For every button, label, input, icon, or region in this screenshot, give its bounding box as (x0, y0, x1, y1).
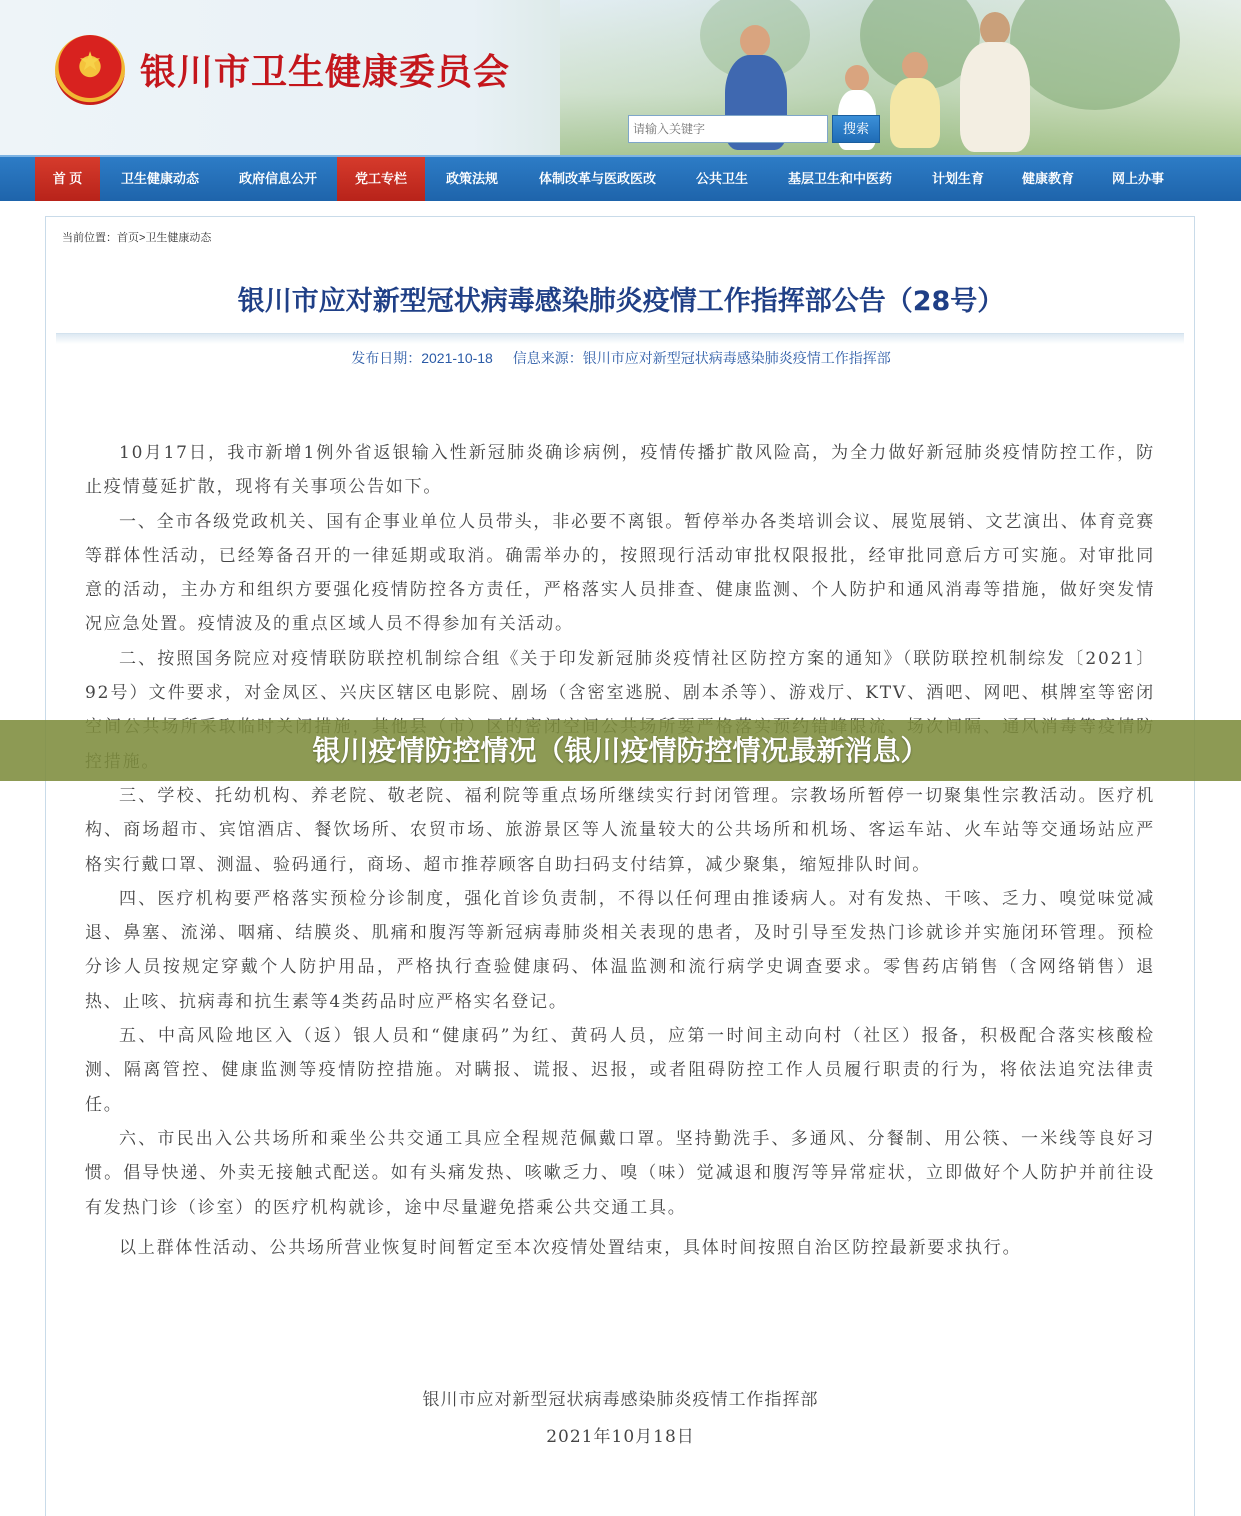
national-emblem-icon: ★ (55, 35, 125, 105)
nav-item-reform[interactable]: 体制改革与医政医改 (538, 171, 656, 186)
banner-figure (902, 52, 928, 80)
nav-item-health-education[interactable]: 健康教育 (1021, 171, 1074, 186)
article-signature: 银川市应对新型冠状病毒感染肺炎疫情工作指挥部 (422, 1390, 819, 1410)
nav-item-gov-info[interactable]: 政府信息公开 (238, 171, 317, 186)
publish-date: 发布日期：2021-10-18 (351, 350, 493, 366)
search-button[interactable]: 搜索 (832, 115, 880, 143)
article-paragraph: 二、按照国务院应对疫情联防联控机制综合组《关于印发新冠肺炎疫情社区防控方案的通知》（联防联控机制综发〔2021〕92号）文件要求，对金凤区、兴庆区辖区电影院、剧场（含密室逃脱、剧本杀等）、游戏厅、KTV、酒吧、网吧、棋牌室等密闭 (85, 648, 1155, 704)
search-input[interactable] (628, 115, 828, 143)
nav-item-policy[interactable]: 政策法规 (445, 171, 498, 186)
caption-text: 银川疫情防控情况（银川疫情防控情况最新消息） (312, 734, 929, 767)
site-title: 银川市卫生健康委员会 (140, 51, 511, 93)
nav-item-primary-care[interactable]: 基层卫生和中医药 (787, 171, 892, 186)
caption-overlay (0, 720, 1241, 781)
nav-item-online-services[interactable]: 网上办事 (1111, 171, 1164, 186)
breadcrumb-prefix: 当前位置： (62, 232, 117, 244)
banner-figure (740, 25, 770, 57)
article-paragraph: 一、全市各级党政机关、国有企事业单位人员带头，非必要不离银。暂停举办各类培训会议、展览展销、文艺演出、体育竞赛等群体性活动，已经筹备召开的一律延期或取消。确需举办的，按照现行活动审批权限报批，经审批同意后方可实施。对审批同意的活动，主办方和组织方要强化疫情防控各方责任，严格落实人员排查、健康监测、个人防护和通风消毒等措施，做好突发情况应急处置。疫情波及的重点区域人员不得参加有关活动。 (85, 511, 1155, 635)
nav-item-home[interactable]: 首 页 (35, 157, 100, 201)
nav-item-family-planning[interactable]: 计划生育 (931, 171, 984, 186)
article-body (85, 436, 1155, 1265)
info-source: 信息来源：银川市应对新型冠状病毒感染肺炎疫情工作指挥部 (512, 350, 891, 366)
article-paragraph: 四、医疗机构要严格落实预检分诊制度，强化首诊负责制，不得以任何理由推诿病人。对有发热、干咳、乏力、嗅觉味觉减退、鼻塞、流涕、咽痛、结膜炎、肌痛和腹泻等新冠病毒肺炎相关表现的患者，及时引导至发热门诊就诊并实施闭环管理。预检分诊人员按规定穿戴个人防护用品，严格执行查验健康码、体温监测和流行病学史调查要求。零售药店销售（含网络销售）退热、止咳、抗病毒和抗生素等4类药品时应严格实名登记。 (85, 888, 1155, 1012)
banner-figure (845, 65, 869, 91)
article-paragraph: 10月17日，我市新增1例外省返银输入性新冠肺炎确诊病例，疫情传播扩散风险高，为全力做好新冠肺炎疫情防控工作，防止疫情蔓延扩散，现将有关事项公告如下。 (85, 443, 1155, 498)
banner-figure (960, 42, 1030, 152)
nav-item-health-news[interactable]: 卫生健康动态 (120, 171, 199, 186)
article-paragraph: 六、市民出入公共场所和乘坐公共交通工具应全程规范佩戴口罩。坚持勤洗手、多通风、分餐制、用公筷、一米线等良好习惯。倡导快递、外卖无接触式配送。如有头痛发热、咳嗽乏力、嗅（味）觉减退和腹泻等异常症状，立即做好个人防护并前往设有发热门诊（诊室）的医疗机构就诊，途中尽量避免搭乘公共交通工具。 (85, 1128, 1155, 1218)
article-paragraph: 五、中高风险地区入（返）银人员和“健康码”为红、黄码人员，应第一时间主动向村（社区）报备，积极配合落实核酸检测、隔离管控、健康监测等疫情防控措施。对瞒报、谎报、迟报，或者阻碍防控工作人员履行职责的行为，将依法追究法律责任。 (85, 1026, 1155, 1115)
nav-item-public-health[interactable]: 公共卫生 (695, 171, 748, 186)
article-sign-date: 2021年10月18日 (546, 1427, 695, 1447)
breadcrumb-home-link[interactable]: 首页 (117, 232, 139, 244)
title-divider (56, 333, 1184, 344)
article-meta (46, 348, 1196, 368)
banner-figure (890, 78, 940, 148)
banner-figure (980, 12, 1010, 46)
nav-item-party-work[interactable]: 党工专栏 (337, 157, 425, 201)
header-banner (0, 0, 1241, 155)
main-nav (0, 155, 1241, 201)
article-title: 银川市应对新型冠状病毒感染肺炎疫情工作指挥部公告（28号） (237, 286, 1005, 317)
breadcrumb-separator: > (139, 232, 146, 244)
article-paragraph: 以上群体性活动、公共场所营业恢复时间暂定至本次疫情处置结束，具体时间按照自治区防控最新要求执行。 (119, 1237, 1022, 1258)
breadcrumb (62, 229, 211, 245)
article-paragraph: 三、学校、托幼机构、养老院、敬老院、福利院等重点场所继续实行封闭管理。宗教场所暂停一切聚集性宗教活动。医疗机构、商场超市、宾馆酒店、餐饮场所、农贸市场、旅游景区等人流量较大的公共场所和机场、客运车站、火车站等交通场站应严格实行戴口罩、测温、验码通行，商场、超市推荐顾客自助扫码支付结算，减少聚集，缩短排队时间。 (85, 785, 1155, 875)
breadcrumb-section-link[interactable]: 卫生健康动态 (145, 232, 212, 244)
